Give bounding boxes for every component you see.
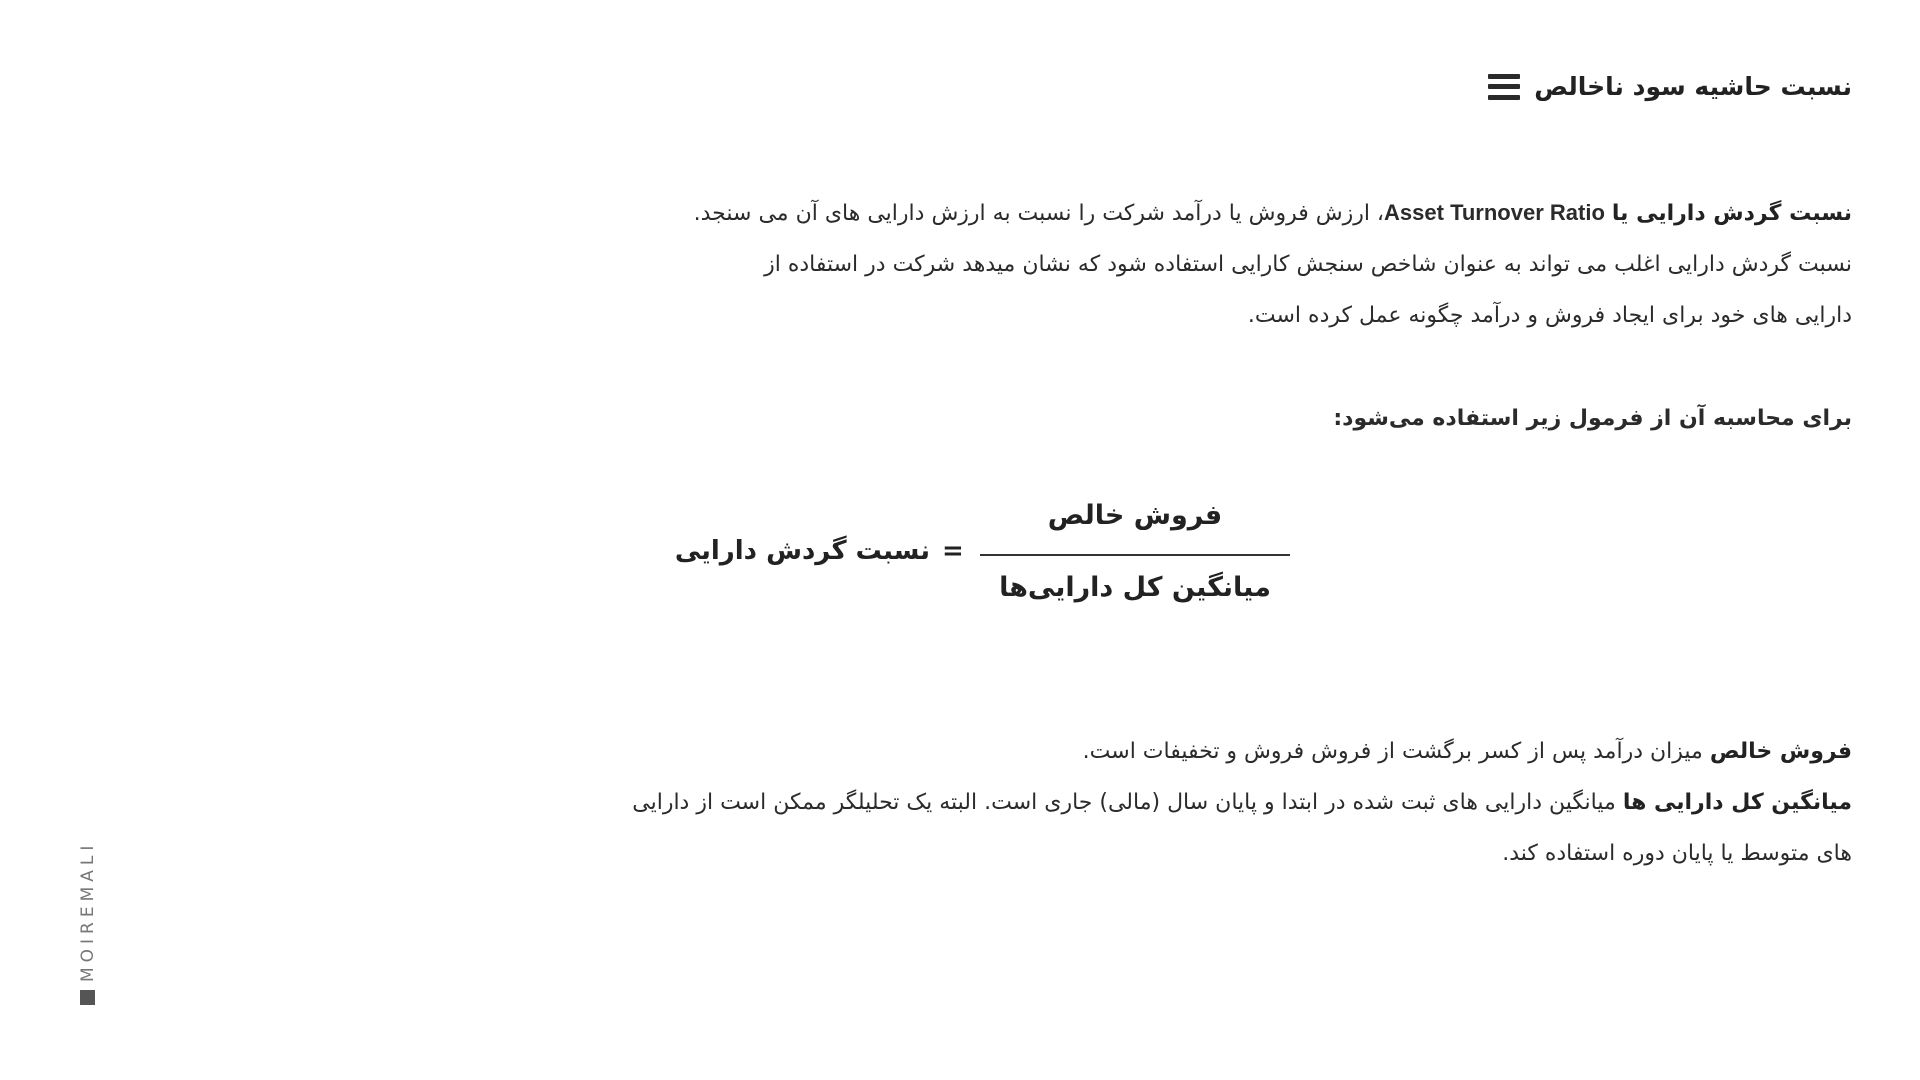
definitions	[592, 726, 1852, 879]
intro-term-en: Asset Turnover Ratio	[1384, 200, 1605, 225]
intro-sentence-rest: ، ارزش فروش یا درآمد شرکت را نسبت به ارزش دارایی های آن می سنجد.	[693, 201, 1385, 226]
formula-numerator: فروش خالص	[1047, 500, 1223, 531]
formula-fraction	[980, 490, 1290, 630]
brand-name: MOIREMALI	[78, 840, 98, 982]
avg-assets-text: میانگین دارایی های ثبت شده در ابتدا و پایان سال (مالی) جاری است. البته یک تحلیلگر ممکن است از دارایی	[632, 790, 1623, 815]
brand-square-icon	[80, 990, 95, 1005]
intro-line-3: دارایی های خود برای ایجاد فروش و درآمد چگونه عمل کرده است.	[1247, 303, 1852, 328]
page-header	[1488, 72, 1852, 101]
brand-watermark	[74, 830, 104, 1010]
intro-paragraph	[592, 187, 1852, 341]
fraction-line	[980, 554, 1290, 556]
intro-line-1	[592, 187, 1852, 239]
formula-intro: برای محاسبه آن از فرمول زیر استفاده می‌شود:	[1333, 406, 1852, 431]
net-sales-term: فروش خالص	[1709, 739, 1852, 764]
formula-denominator: میانگین کل دارایی‌ها	[999, 572, 1271, 603]
page-title: نسبت حاشیه سود ناخالص	[1534, 72, 1852, 101]
definition-avg-assets	[592, 777, 1852, 828]
formula-lhs: نسبت گردش دارایی	[674, 536, 930, 566]
intro-term-fa: نسبت گردش دارایی یا	[1611, 201, 1852, 226]
hamburger-menu-icon[interactable]	[1488, 74, 1520, 100]
intro-line-2: نسبت گردش دارایی اغلب می تواند به عنوان شاخص سنجش کارایی استفاده شود که نشان میدهد شرکت در استفاده از	[764, 252, 1852, 277]
definition-avg-assets-line-2: های متوسط یا پایان دوره استفاده کند.	[1502, 841, 1852, 866]
definition-net-sales	[592, 726, 1852, 777]
formula	[674, 490, 1320, 630]
avg-assets-term: میانگین کل دارایی ها	[1622, 790, 1852, 815]
formula-equals-sign: =	[942, 536, 964, 566]
net-sales-text: میزان درآمد پس از کسر برگشت از فروش فروش و تخفیفات است.	[1082, 739, 1710, 764]
